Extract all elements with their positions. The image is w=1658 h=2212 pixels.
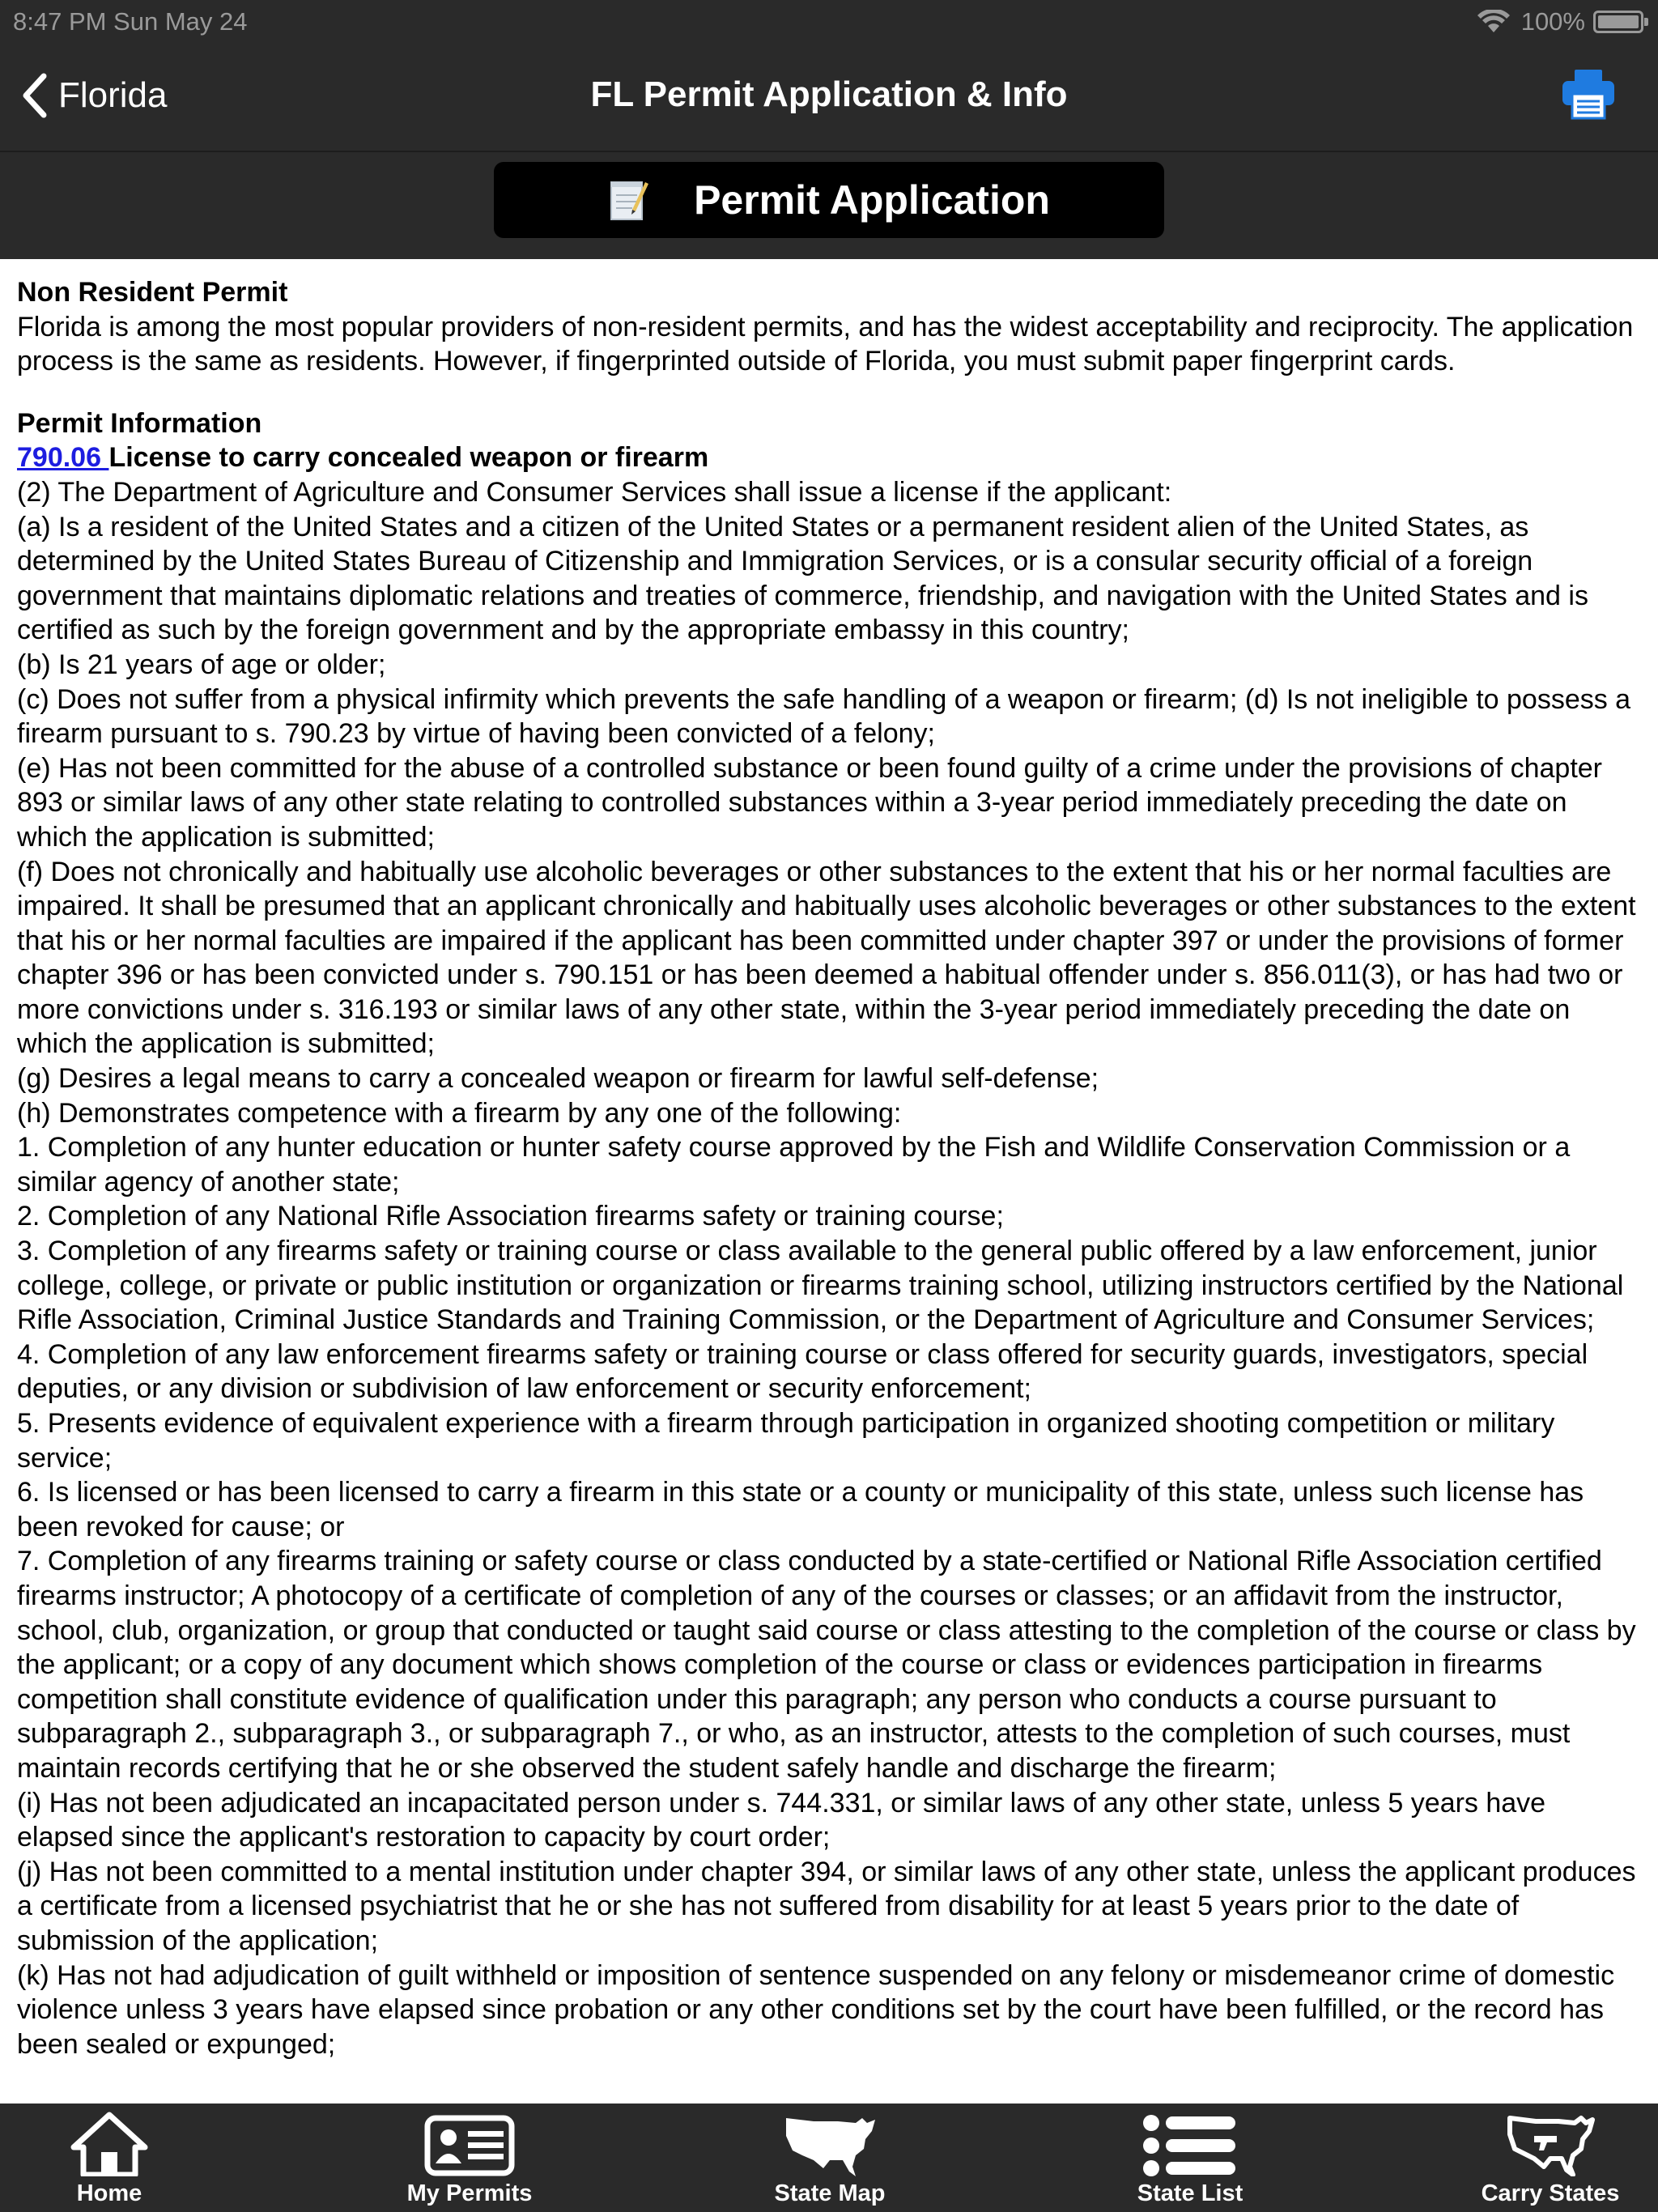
battery-icon [1593,11,1643,33]
tab-bar [0,2104,1658,2212]
segment-bar [0,152,1658,259]
us-map-icon [781,2112,878,2180]
paragraph: (c) Does not suffer from a physical infirmity which prevents the safe handling of a weapon or firearm; (d) Is not ineligible to possess a firearm pursuant to s. 790.23 by virtue of having been convicted of a felony; [17,683,1631,750]
tab-home[interactable] [49,2104,170,2212]
tab-my-permits[interactable] [389,2104,551,2212]
print-icon[interactable] [1561,66,1616,121]
permit-application-button[interactable] [494,162,1164,238]
tab-home-label: Home [76,2180,142,2206]
paragraph: 1. Completion of any hunter education or hunter safety course approved by the Fish and Wildlife Conservation Commission or a similar agency of another state; [17,1132,1571,1197]
nonresident-text: Florida is among the most popular providers of non-resident permits, and has the widest acceptability and reciprocity. The application process is the same as residents. However, if fingerprinted outside of Florida, you must submit paper fingerprint cards. [17,311,1634,377]
status-time: 8:47 PM Sun May 24 [13,7,248,36]
tab-state-map-label: State Map [774,2180,886,2206]
wifi-icon [1477,10,1510,34]
statute-line [17,440,1641,475]
paragraph: 5. Presents evidence of equivalent experience with a firearm through participation in organized shooting competition or military service; [17,1408,1555,1474]
paragraph: 2. Completion of any National Rifle Association firearms safety or training course; [17,1201,1004,1232]
tab-state-list-label: State List [1137,2180,1244,2206]
paragraph: 6. Is licensed or has been licensed to carry a firearm in this state or a county or municipality of this state, unless such license has been revoked for cause; or [17,1477,1584,1542]
list-icon [1141,2113,1239,2178]
tab-carry-states[interactable] [1473,2104,1627,2212]
paragraph: 4. Completion of any law enforcement firearms safety or training course or class offered for security guards, investigators, special deputies, or any division or subdivision of law enforcement or security enforcement; [17,1338,1588,1405]
tab-state-list[interactable] [1125,2104,1255,2212]
paragraph: (f) Does not chronically and habitually use alcoholic beverages or other substances to the extent that his or her normal faculties are impaired. It shall be presumed that an applicant chronically and habitually uses alcoholic beverages or other substances to the extent that his or her normal faculties are impaired if the applicant has been committed under chapter 397 or under the provisions of former chapter 396 or has been convicted under s. 790.151 or has been deemed a habitual offender under s. 856.011(3), or has had two or more convictions under s. 316.193 or similar laws of any other state, within the 3-year period immediately preceding the date on which the application is submitted; [17,856,1636,1060]
paragraph: (a) Is a resident of the United States and a citizen of the United States or a permanent resident alien of the United States, as determined by the United States Bureau of Citizenship and Immigration Services, or is a consular security official of a foreign government that maintains diplomatic relations and treaties of commerce, friendship, and navigation with the United States and is certified as such by the foreign government and by the appropriate embassy in this country; [17,511,1588,646]
paragraph: 3. Completion of any firearms safety or training course or class available to the general public offered by a law enforcement, junior college, college, or private or public institution or organization or firearms training school, utilizing instructors certified by the National Rifle Association, Criminal Justice Standards and Training Commission, or the Department of Agriculture and Consumer Services; [17,1236,1624,1336]
status-indicators [1477,7,1643,36]
navigation-bar [0,42,1658,152]
home-icon [70,2110,148,2176]
paragraph: 7. Completion of any firearms training or safety course or class conducted by a state-certified or National Rifle Association certified firearms instructor; A photocopy of a certificate of completion of any of the courses or classes; or an affidavit from the instructor, school, club, organization, or group that conducted or taught said course or class attesting to the completion of the course or class by the applicant; or a copy of any document which shows completion of the course or class or evidences participation in firearms competition shall constitute evidence of qualification under this paragraph; any person who conducts a course pursuant to subparagraph 2., subparagraph 3., or subparagraph 7., or who, as an instructor, attests to the completion of such courses, must maintain records certifying that he or she observed the student safely handle and discharge the firearm; [17,1546,1636,1784]
carry-states-icon [1505,2112,1596,2176]
paragraph: (h) Demonstrates competence with a firearm by any one of the following: [17,1097,902,1129]
battery-percent: 100% [1520,7,1585,36]
paragraph: (k) Has not had adjudication of guilt withheld or imposition of sentence suspended on any felony or misdemeanor crime of domestic violence unless 3 years have elapsed since probation or any other conditions set by the court have been fulfilled, or the record has been sealed or expunged; [17,1959,1615,2060]
tab-state-map[interactable] [761,2104,899,2212]
id-card-icon [424,2115,515,2176]
permit-info-heading: Permit Information [17,407,262,439]
statute-link[interactable]: 790.06 [17,442,109,474]
notepad-icon [608,177,648,223]
paragraph: (g) Desires a legal means to carry a concealed weapon or firearm for lawful self-defense; [17,1063,1099,1095]
paragraph: (e) Has not been committed for the abuse of a controlled substance or been found guilty of a crime under the provisions of chapter 893 or similar laws of any other state relating to controlled substances within a 3-year period immediately preceding the date on which the application is submitted; [17,752,1603,853]
statute-title: License to carry concealed weapon or firearm [108,442,709,474]
paragraph: (j) Has not been committed to a mental institution under chapter 394, or similar laws of any other state, unless the applicant produces a certificate from a licensed psychiatrist that he or she has not suffered from disability for at least 5 years prior to the date of submission of the application; [17,1856,1636,1956]
tab-my-permits-label: My Permits [406,2180,533,2206]
back-label: Florida [58,75,168,115]
page-title: FL Permit Application & Info [590,74,1068,114]
permit-application-label: Permit Application [694,177,1050,223]
tab-carry-states-label: Carry States [1481,2180,1620,2206]
status-bar [0,0,1658,42]
nonresident-heading: Non Resident Permit [17,277,288,308]
paragraph: (b) Is 21 years of age or older; [17,649,386,680]
content-area[interactable] [0,259,1658,2104]
paragraph: (i) Has not been adjudicated an incapacitated person under s. 744.331, or similar laws of any other state, unless 5 years have elapsed since the applicant's restoration to capacity by court order; [17,1787,1546,1853]
paragraph: (2) The Department of Agriculture and Consumer Services shall issue a license if the applicant: [17,476,1172,508]
